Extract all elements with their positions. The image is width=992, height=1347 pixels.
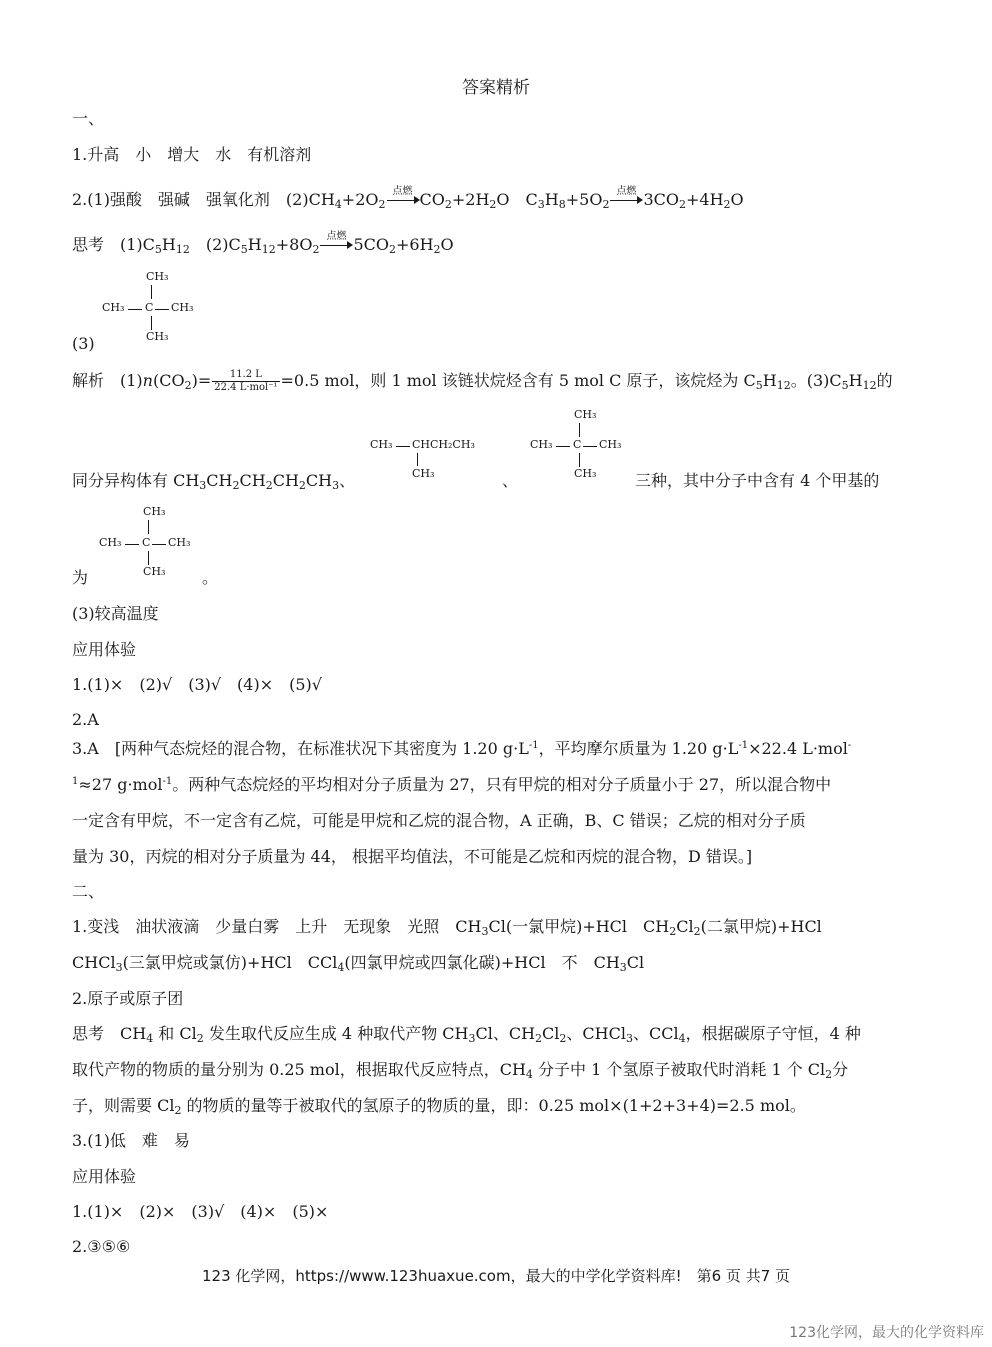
answer-2-1: 1.变浅 油状液滴 少量白雾 上升 无现象 光照 $CH_3Cl$(一氯甲烷)+HCl $CH_2Cl_2$(二氯甲烷)+HCl xyxy=(72,917,822,938)
analysis-2: 同分异构体有 $CH_3CH_2CH_2CH_2CH_3$、 、 三种，其中分子中含有 4 个甲基的 xyxy=(72,471,880,492)
neopentane-structure-3: CH₃ CH₃ C CH₃ CH₃ xyxy=(99,505,191,578)
application-3-line4: 量为 30，丙烷的相对分子质量为 44， 根据平均值法，不可能是乙烷和丙烷的混合物，D 错误。] xyxy=(72,847,753,866)
application-2: 2.A xyxy=(72,710,99,729)
application-3-line3: 一定含有甲烷，不一定含有乙烷，可能是甲烷和乙烷的混合物，A 正确，B、C 错误；乙烷的相对分子质 xyxy=(72,811,806,830)
neopentane-structure-2: CH₃ CH₃ C CH₃ CH₃ xyxy=(530,408,622,480)
thinking-2: 思考 $CH_4$ 和 $Cl_2$ 发生取代反应生成 4 种取代产物 $CH_3Cl$、$CH_2Cl_2$、CHCl$_3$、CCl$_4$，根据碳原子守恒，4 种 xyxy=(72,1024,861,1045)
thinking-1: 思考 $(1)C_5H_{12}$ $(2)C_5H_{12}+8O_2$ 点燃 $5CO_2+6H_2O$ xyxy=(72,231,454,256)
heading-application-2: 应用体验 xyxy=(72,1167,137,1186)
section-two: 二、 xyxy=(72,882,105,901)
answer-3-temp: (3)较高温度 xyxy=(72,604,159,623)
answer-2-2: 2.原子或原子团 xyxy=(72,989,184,1008)
application-3-cont: $^1$≈27 g·mol$^{-1}$。两种气态烷烃的平均相对分子质量为 27，只有甲烷的相对分子质量小于 27，所以混合物中 xyxy=(72,775,832,794)
heading-application-1: 应用体验 xyxy=(72,640,137,659)
watermark: 123化学网，最大的化学资料库 xyxy=(789,1325,984,1341)
analysis-3: 为 。 xyxy=(72,568,219,587)
fraction: $\frac{11.2 L}{\text{22.4 L·mol⁻¹}}$ xyxy=(214,369,278,393)
answer-1: 1.升高 小 增大 水 有机溶剂 xyxy=(72,145,312,164)
answer-2-3: 3.(1)低 难 易 xyxy=(72,1131,190,1150)
isopentane-structure: CH₃ CHCH₂CH₃ CH₃ xyxy=(370,438,475,480)
reaction-arrow: 点燃 xyxy=(609,189,643,211)
application-2-2: 2.③⑤⑥ xyxy=(72,1237,131,1256)
section-one: 一、 xyxy=(72,109,105,128)
analysis-1: 解析 $(1)n(CO_2)=$ $\frac{11.2 L}{\text{22.4 L·mol⁻¹}}$ =0.5 mol，则 1 mol 该链状烷烃含有 5 mol C 原子，该烷烃为 $C_5H_{12}$。$(3)C_5H_{12}$的 xyxy=(72,369,893,393)
answer-2-1-cont: CHCl$_3$(三氯甲烷或氯仿)+HCl CCl$_4$(四氯甲烷或四氯化碳)+HCl 不 $CH_3Cl$ xyxy=(72,953,645,974)
page-footer: 123 化学网，https://www.123huaxue.com，最大的中学化学资料库! 第6 页 共7 页 xyxy=(201,1267,791,1285)
page-title: 答案精析 xyxy=(462,78,530,98)
thinking-2-line3: 子，则需要 $Cl_2$ 的物质的量等于被取代的氢原子的物质的量，即：0.25 mol×(1+2+3+4)=2.5 mol。 xyxy=(72,1096,806,1117)
reaction-arrow: 点燃 xyxy=(319,234,353,256)
reaction-arrow: 点燃 xyxy=(386,189,420,211)
answer-3: (3) xyxy=(72,334,95,353)
answer-2: 2.(1)强酸 强碱 强氧化剂 $(2)CH_4+2O_2$ 点燃 $CO_2+2H_2O$ $C_3H_8+5O_2$ 点燃 $3CO_2+4H_2O$ xyxy=(72,186,744,211)
application-3: 3.A [两种气态烷烃的混合物，在标准状况下其密度为 1.20 $g\cdot L^{-1}$，平均摩尔质量为 1.20 $g\cdot L^{-1}\times 22.4$ L·mol- xyxy=(72,739,852,758)
thinking-2-cont: 取代产物的物质的量分别为 0.25 mol，根据取代反应特点，$CH_4$ 分子中 1 个氢原子被取代时消耗 1 个 $Cl_2$分 xyxy=(72,1060,849,1081)
neopentane-structure: CH₃ CH₃ C CH₃ CH₃ xyxy=(102,270,194,343)
application-2-1: 1.(1)× (2)× (3)√ (4)× (5)× xyxy=(72,1202,329,1221)
application-1: 1.(1)× (2)√ (3)√ (4)× (5)√ xyxy=(72,675,322,694)
